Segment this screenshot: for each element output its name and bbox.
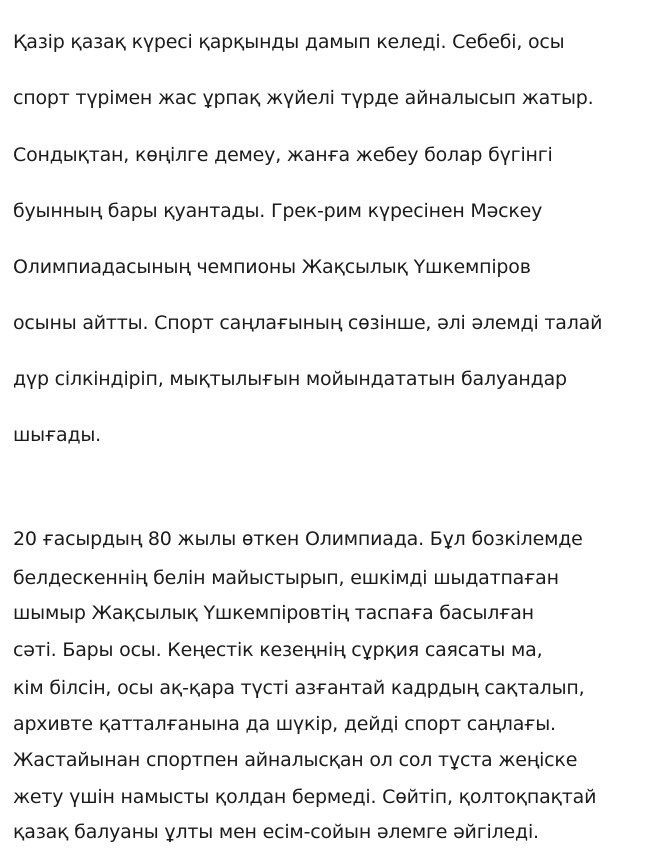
text-line: Сондықтан, көңілге демеу, жанға жебеу болар бүгінгі bbox=[13, 144, 553, 166]
text-line: Олимпиадасының чемпионы Жақсылық Үшкемпіров bbox=[13, 256, 531, 278]
text-line: кім білсін, осы ақ-қара түсті азғантай кадрдың сақталып, bbox=[13, 677, 585, 699]
text-line: сәті. Бары осы. Кеңестік кезеңнің сұрқия саясаты ма, bbox=[13, 639, 543, 661]
text-line: буынның бары қуантады. Грек-рим күресінен Мәскеу bbox=[13, 200, 543, 222]
text-line: Қазір қазақ күресі қарқынды дамып келеді. Себебі, осы bbox=[13, 31, 565, 53]
text-line: дүр сілкіндіріп, мықтылығын мойындататын балуандар bbox=[13, 368, 567, 390]
text-line: қазақ балуаны ұлты мен есім-сойын әлемге әйгіледі. bbox=[13, 821, 539, 843]
text-line: белдескеннің белін майыстырып, ешкімді шыдатпаған bbox=[13, 567, 559, 589]
text-line: шығады. bbox=[13, 424, 102, 446]
text-line: архивте қатталғанына да шүкір, дейді спорт саңлағы. bbox=[13, 713, 556, 735]
text-line: жету үшін намысты қолдан бермеді. Сөйтіп, қолтоқпақтай bbox=[13, 786, 597, 808]
text-line: шымыр Жақсылық Үшкемпіровтің таспаға басылған bbox=[13, 602, 534, 624]
text-line: 20 ғасырдың 80 жылы өткен Олимпиада. Бұл бозкілемде bbox=[13, 528, 583, 550]
text-line: Жастайынан спортпен айналысқан ол сол тұста жеңіске bbox=[13, 749, 578, 771]
text-line: осыны айтты. Спорт саңлағының сөзінше, әлі әлемді талай bbox=[13, 312, 603, 334]
text-line: спорт түрімен жас ұрпақ жүйелі түрде айналысып жатыр. bbox=[13, 87, 594, 109]
